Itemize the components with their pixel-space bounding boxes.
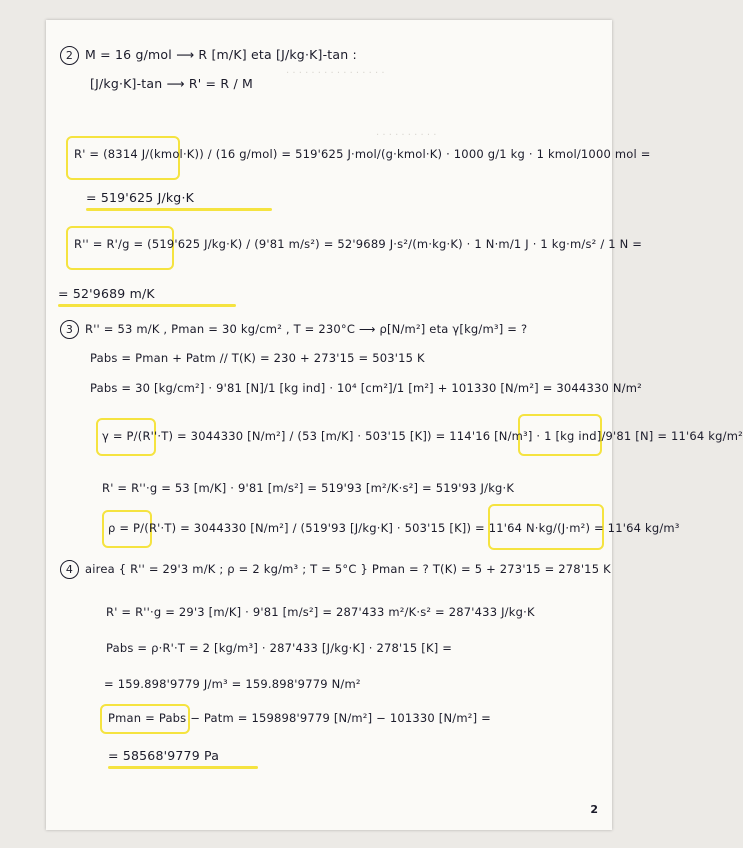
- problem-3-line-5: R' = R''·g = 53 [m/K] · 9'81 [m/s²] = 519'93 [m²/K·s²] = 519'93 J/kg·K: [102, 481, 515, 495]
- page-number: 2: [590, 803, 598, 816]
- bleed-through-text: · · · · · · · · · · · · · · · ·: [286, 68, 385, 79]
- problem-number: 3: [60, 320, 79, 339]
- bleed-through-text: · · · · · · · · · ·: [376, 130, 437, 141]
- problem-4-line-3: Pabs = ρ·R'·T = 2 [kg/m³] · 287'433 [J/kg·K] · 278'15 [K] =: [106, 641, 453, 655]
- problem-4-line-6: = 58568'9779 Pa: [108, 748, 220, 763]
- highlight-underline: [86, 208, 272, 211]
- problem-2-line-3: R' = (8314 J/(kmol·K)) / (16 g/mol) = 519'625 J·mol/(g·kmol·K) · 1000 g/1 kg · 1 kmol/1000 mol =: [74, 147, 651, 161]
- problem-2-line-4: = 519'625 J/kg·K: [86, 190, 195, 205]
- notebook-page: [46, 20, 743, 830]
- problem-2-line-5: R'' = R'/g = (519'625 J/kg·K) / (9'81 m/s²) = 52'9689 J·s²/(m·kg·K) · 1 N·m/1 J · 1 kg·m/s² / 1 N =: [74, 237, 643, 251]
- problem-4-line-2: R' = R''·g = 29'3 [m/K] · 9'81 [m/s²] = 287'433 m²/K·s² = 287'433 J/kg·K: [106, 605, 535, 619]
- problem-number: 4: [60, 560, 79, 579]
- problem-4-line-5: Pman = Pabs − Patm = 159898'9779 [N/m²] − 101330 [N/m²] =: [108, 711, 491, 725]
- problem-3-line-4: γ = P/(R''·T) = 3044330 [N/m²] / (53 [m/K] · 503'15 [K]) = 114'16 [N/m³] · 1 [kg ind]/9'81 [N] = 11'64 kg/m²: [102, 429, 743, 443]
- problem-4-line-1: 4 airea { R'' = 29'3 m/K ; ρ = 2 kg/m³ ; T = 5°C } Pman = ? T(K) = 5 + 273'15 = 278'15 K: [60, 560, 611, 579]
- highlight-underline: [58, 304, 236, 307]
- problem-3-line-3: Pabs = 30 [kg/cm²] · 9'81 [N]/1 [kg ind] · 10⁴ [cm²]/1 [m²] + 101330 [N/m²] = 3044330 N/m²: [90, 381, 642, 395]
- problem-3-line-6: ρ = P/(R'·T) = 3044330 [N/m²] / (519'93 [J/kg·K] · 503'15 [K]) = 11'64 N·kg/(J·m²) = 11'64 kg/m³: [108, 521, 680, 535]
- problem-4-line-4: = 159.898'9779 J/m³ = 159.898'9779 N/m²: [104, 677, 361, 691]
- highlight-underline: [108, 766, 258, 769]
- problem-2-line-6: = 52'9689 m/K: [58, 286, 155, 301]
- problem-3-line-2: Pabs = Pman + Patm // T(K) = 230 + 273'15 = 503'15 K: [90, 351, 425, 365]
- problem-2-line-2: [J/kg·K]-tan ⟶ R' = R / M: [90, 76, 254, 91]
- problem-number: 2: [60, 46, 79, 65]
- problem-2-line-1: 2 M = 16 g/mol ⟶ R [m/K] eta [J/kg·K]-tan :: [60, 46, 357, 65]
- problem-3-line-1: 3 R'' = 53 m/K , Pman = 30 kg/cm² , T = 230°C ⟶ ρ[N/m²] eta γ[kg/m³] = ?: [60, 320, 527, 339]
